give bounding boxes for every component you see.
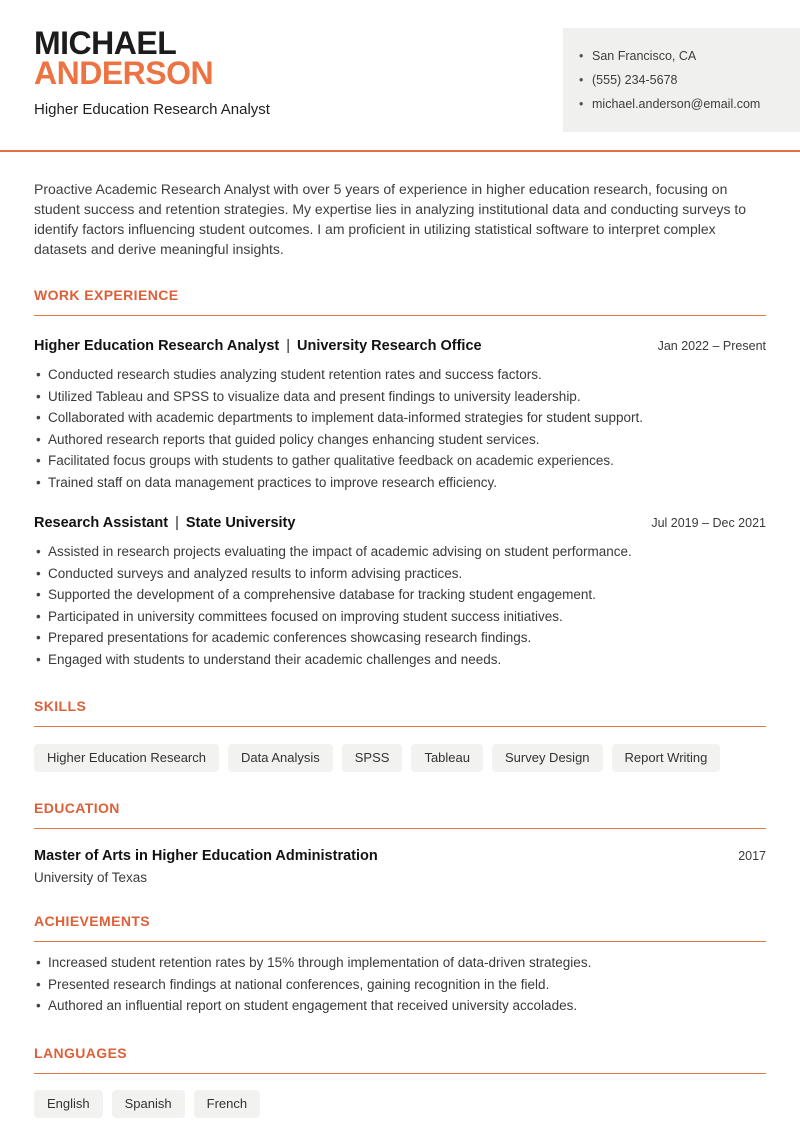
first-name: MICHAEL (34, 25, 177, 61)
achievement-bullet: • Presented research findings at national conferences, gaining recognition in the field. (34, 974, 766, 996)
title-separator: | (175, 515, 179, 531)
education-heading: EDUCATION (34, 800, 766, 829)
languages-chip-row (34, 1090, 766, 1118)
graduation-year: 2017 (738, 849, 766, 863)
contact-email: • michael.anderson@email.com (579, 97, 784, 112)
job-1-title (34, 338, 482, 354)
achievement-bullet: • Increased student retention rates by 15% through implementation of data-driven strategies. (34, 952, 766, 974)
contact-card (563, 28, 800, 132)
name-block (34, 25, 270, 118)
job-2-bullet: • Engaged with students to understand their academic challenges and needs. (34, 649, 766, 671)
job-1-bullet: • Authored research reports that guided policy changes enhancing student services. (34, 429, 766, 451)
section-languages (34, 1045, 766, 1118)
resume-body (0, 179, 800, 1118)
contact-location: • San Francisco, CA (579, 49, 784, 64)
language-chip: English (34, 1090, 103, 1118)
candidate-name (34, 25, 270, 91)
skills-heading: SKILLS (34, 698, 766, 727)
job-1-bullet-list (34, 364, 766, 493)
skills-chip-row (34, 744, 766, 772)
skill-chip: Data Analysis (228, 744, 333, 772)
title-separator: | (286, 338, 291, 354)
job-2-bullet: • Supported the development of a comprehensive database for tracking student engagement. (34, 584, 766, 606)
summary-text: Proactive Academic Research Analyst with over 5 years of experience in higher education research, focusing on student success and retention strategies. My expertise lies in analyzing institutional data and conducting surveys to identify factors influencing student outcomes. I am proficient in utilizing statistical software to interpret complex datasets and derive meaningful insights. (34, 181, 747, 257)
contact-list (579, 49, 784, 112)
skill-chip: Report Writing (612, 744, 721, 772)
header-divider (0, 150, 800, 152)
skill-chip: Tableau (411, 744, 483, 772)
job-2-bullet: • Conducted surveys and analyzed results to inform advising practices. (34, 563, 766, 585)
job-entry-2 (34, 515, 766, 670)
header-role-title: Higher Education Research Analyst (34, 101, 270, 118)
languages-heading: LANGUAGES (34, 1045, 766, 1074)
resume-header (0, 0, 800, 132)
achievements-heading: ACHIEVEMENTS (34, 913, 766, 942)
job-2-header-row (34, 515, 766, 531)
section-skills (34, 698, 766, 772)
job-2-company: State University (185, 515, 296, 531)
education-entry-row (34, 848, 766, 864)
job-2-title (34, 515, 295, 531)
degree-title: Master of Arts in Higher Education Administration (34, 848, 378, 864)
job-2-bullet: • Prepared presentations for academic conferences showcasing research findings. (34, 627, 766, 649)
job-2-dates: Jul 2019 – Dec 2021 (651, 516, 766, 530)
skill-chip: Higher Education Research (34, 744, 219, 772)
job-entry-1 (34, 338, 766, 493)
language-chip: French (194, 1090, 260, 1118)
language-chip: Spanish (112, 1090, 185, 1118)
job-2-bullet-list (34, 541, 766, 670)
section-work-experience (34, 287, 766, 670)
job-1-bullet: • Trained staff on data management practices to improve research efficiency. (34, 472, 766, 494)
contact-phone: • (555) 234-5678 (579, 73, 784, 88)
skill-chip: SPSS (342, 744, 403, 772)
job-1-bullet: • Conducted research studies analyzing student retention rates and success factors. (34, 364, 766, 386)
school-name: University of Texas (34, 870, 148, 885)
achievements-list (34, 952, 766, 1017)
work-experience-heading: WORK EXPERIENCE (34, 287, 766, 316)
job-1-role: Higher Education Research Analyst (34, 338, 280, 354)
section-education (34, 800, 766, 885)
achievement-bullet: • Authored an influential report on student engagement that received university accolades. (34, 995, 766, 1017)
job-2-bullet: • Assisted in research projects evaluating the impact of academic advising on student performance. (34, 541, 766, 563)
job-1-bullet: • Collaborated with academic departments to implement data-informed strategies for student support. (34, 407, 766, 429)
job-1-dates: Jan 2022 – Present (657, 339, 766, 353)
job-2-bullet: • Participated in university committees focused on improving student success initiatives. (34, 606, 766, 628)
job-1-company: University Research Office (297, 338, 482, 354)
section-achievements (34, 913, 766, 1017)
job-1-header-row (34, 338, 766, 354)
job-1-bullet: • Utilized Tableau and SPSS to visualize data and present findings to university leadership. (34, 386, 766, 408)
job-1-bullet: • Facilitated focus groups with students to gather qualitative feedback on academic experiences. (34, 450, 766, 472)
skill-chip: Survey Design (492, 744, 603, 772)
job-2-role: Research Assistant (34, 515, 169, 531)
last-name: ANDERSON (34, 55, 214, 91)
